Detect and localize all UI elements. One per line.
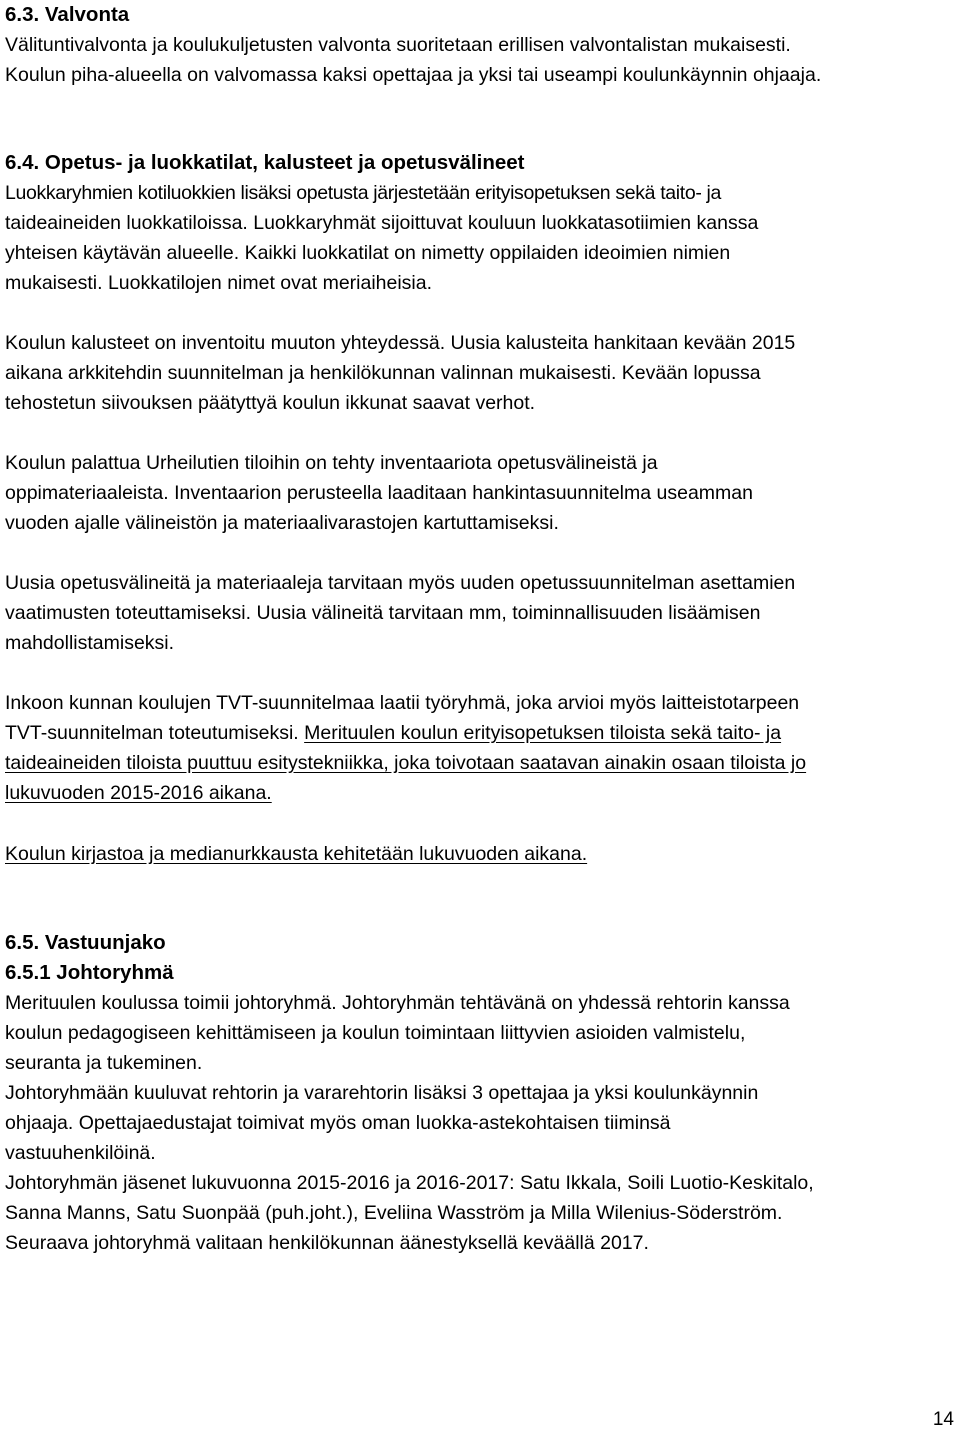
paragraph-line: Uusia opetusvälineitä ja materiaaleja tarvitaan myös uuden opetussuunnitelman asettamien	[5, 572, 796, 594]
page-number: 14	[932, 1409, 954, 1430]
paragraph-line: mukaisesti. Luokkatilojen nimet ovat meriaiheisia.	[5, 272, 433, 294]
paragraph-line: vuoden ajalle välineistön ja materiaalivarastojen kartuttamiseksi.	[5, 512, 559, 534]
section-heading-valvonta: 6.3. Valvonta	[5, 3, 130, 26]
paragraph-line: Koulun piha-alueella on valvomassa kaksi opettajaa ja yksi tai useampi koulunkäynnin ohjaaja.	[5, 64, 822, 86]
paragraph-line: koulun pedagogiseen kehittämiseen ja koulun toimintaan liittyvien asioiden valmistelu,	[5, 1022, 746, 1044]
subsection-heading-johtoryhma: 6.5.1 Johtoryhmä	[5, 961, 174, 984]
underlined-text: lukuvuoden 2015-2016 aikana.	[5, 782, 272, 804]
paragraph-line: Luokkaryhmien kotiluokkien lisäksi opetusta järjestetään erityisopetuksen sekä taito- ja	[5, 182, 722, 204]
paragraph-line: taideaineiden luokkatiloissa. Luokkaryhmät sijoittuvat kouluun luokkatasotiimien kanssa	[5, 212, 759, 234]
paragraph-line: aikana arkkitehdin suunnitelman ja henkilökunnan valinnan mukaisesti. Kevään lopussa	[5, 362, 761, 384]
paragraph-line: Merituulen koulussa toimii johtoryhmä. Johtoryhmän tehtävänä on yhdessä rehtorin kanssa	[5, 992, 790, 1014]
paragraph-line: Inkoon kunnan koulujen TVT-suunnitelmaa laatii työryhmä, joka arvioi myös laitteistotarpeen	[5, 692, 800, 714]
paragraph-line: mahdollistamiseksi.	[5, 632, 175, 654]
paragraph-line: Koulun palattua Urheilutien tiloihin on tehty inventaariota opetusvälineistä ja	[5, 452, 658, 474]
paragraph-line: yhteisen käytävän alueelle. Kaikki luokkatilat on nimetty oppilaiden ideoimien nimien	[5, 242, 731, 264]
paragraph-line: oppimateriaaleista. Inventaarion perusteella laaditaan hankintasuunnitelma useamman	[5, 482, 753, 504]
underlined-text: Koulun kirjastoa ja medianurkkausta kehitetään lukuvuoden aikana.	[5, 843, 588, 865]
section-heading-opetustilat: 6.4. Opetus- ja luokkatilat, kalusteet ja opetusvälineet	[5, 151, 525, 174]
paragraph-line: Välituntivalvonta ja koulukuljetusten valvonta suoritetaan erillisen valvontalistan mukaisesti.	[5, 34, 791, 56]
paragraph-line: Seuraava johtoryhmä valitaan henkilökunnan äänestyksellä keväällä 2017.	[5, 1232, 649, 1254]
paragraph-line: Johtoryhmän jäsenet lukuvuonna 2015-2016 ja 2016-2017: Satu Ikkala, Soili Luotio-Keskitalo,	[5, 1172, 814, 1194]
paragraph-text: TVT-suunnitelman toteutumiseksi.	[5, 722, 305, 744]
underlined-text: taideaineiden tiloista puuttuu esitystekniikka, joka toivotaan saatavan ainakin osaan tiloista jo	[5, 752, 807, 774]
paragraph-line: tehostetun siivouksen päätyttyä koulun ikkunat saavat verhot.	[5, 392, 536, 414]
paragraph-line: Johtoryhmään kuuluvat rehtorin ja vararehtorin lisäksi 3 opettajaa ja yksi koulunkäynnin	[5, 1082, 759, 1104]
underlined-text: Merituulen koulun erityisopetuksen tiloista sekä taito- ja	[304, 722, 782, 744]
paragraph-line: vastuuhenkilöinä.	[5, 1142, 156, 1164]
section-heading-vastuunjako: 6.5. Vastuunjako	[5, 931, 166, 954]
paragraph-line: Sanna Manns, Satu Suonpää (puh.joht.), Eveliina Wasström ja Milla Wilenius-Söderström.	[5, 1202, 783, 1224]
paragraph-line: Koulun kalusteet on inventoitu muuton yhteydessä. Uusia kalusteita hankitaan kevään 2015	[5, 332, 796, 354]
paragraph-line: ohjaaja. Opettajaedustajat toimivat myös oman luokka-astekohtaisen tiiminsä	[5, 1112, 671, 1134]
paragraph-line-mixed	[5, 718, 781, 748]
paragraph-line: seuranta ja tukeminen.	[5, 1052, 203, 1074]
paragraph-line: vaatimusten toteuttamiseksi. Uusia välineitä tarvitaan mm, toiminnallisuuden lisäämisen	[5, 602, 761, 624]
